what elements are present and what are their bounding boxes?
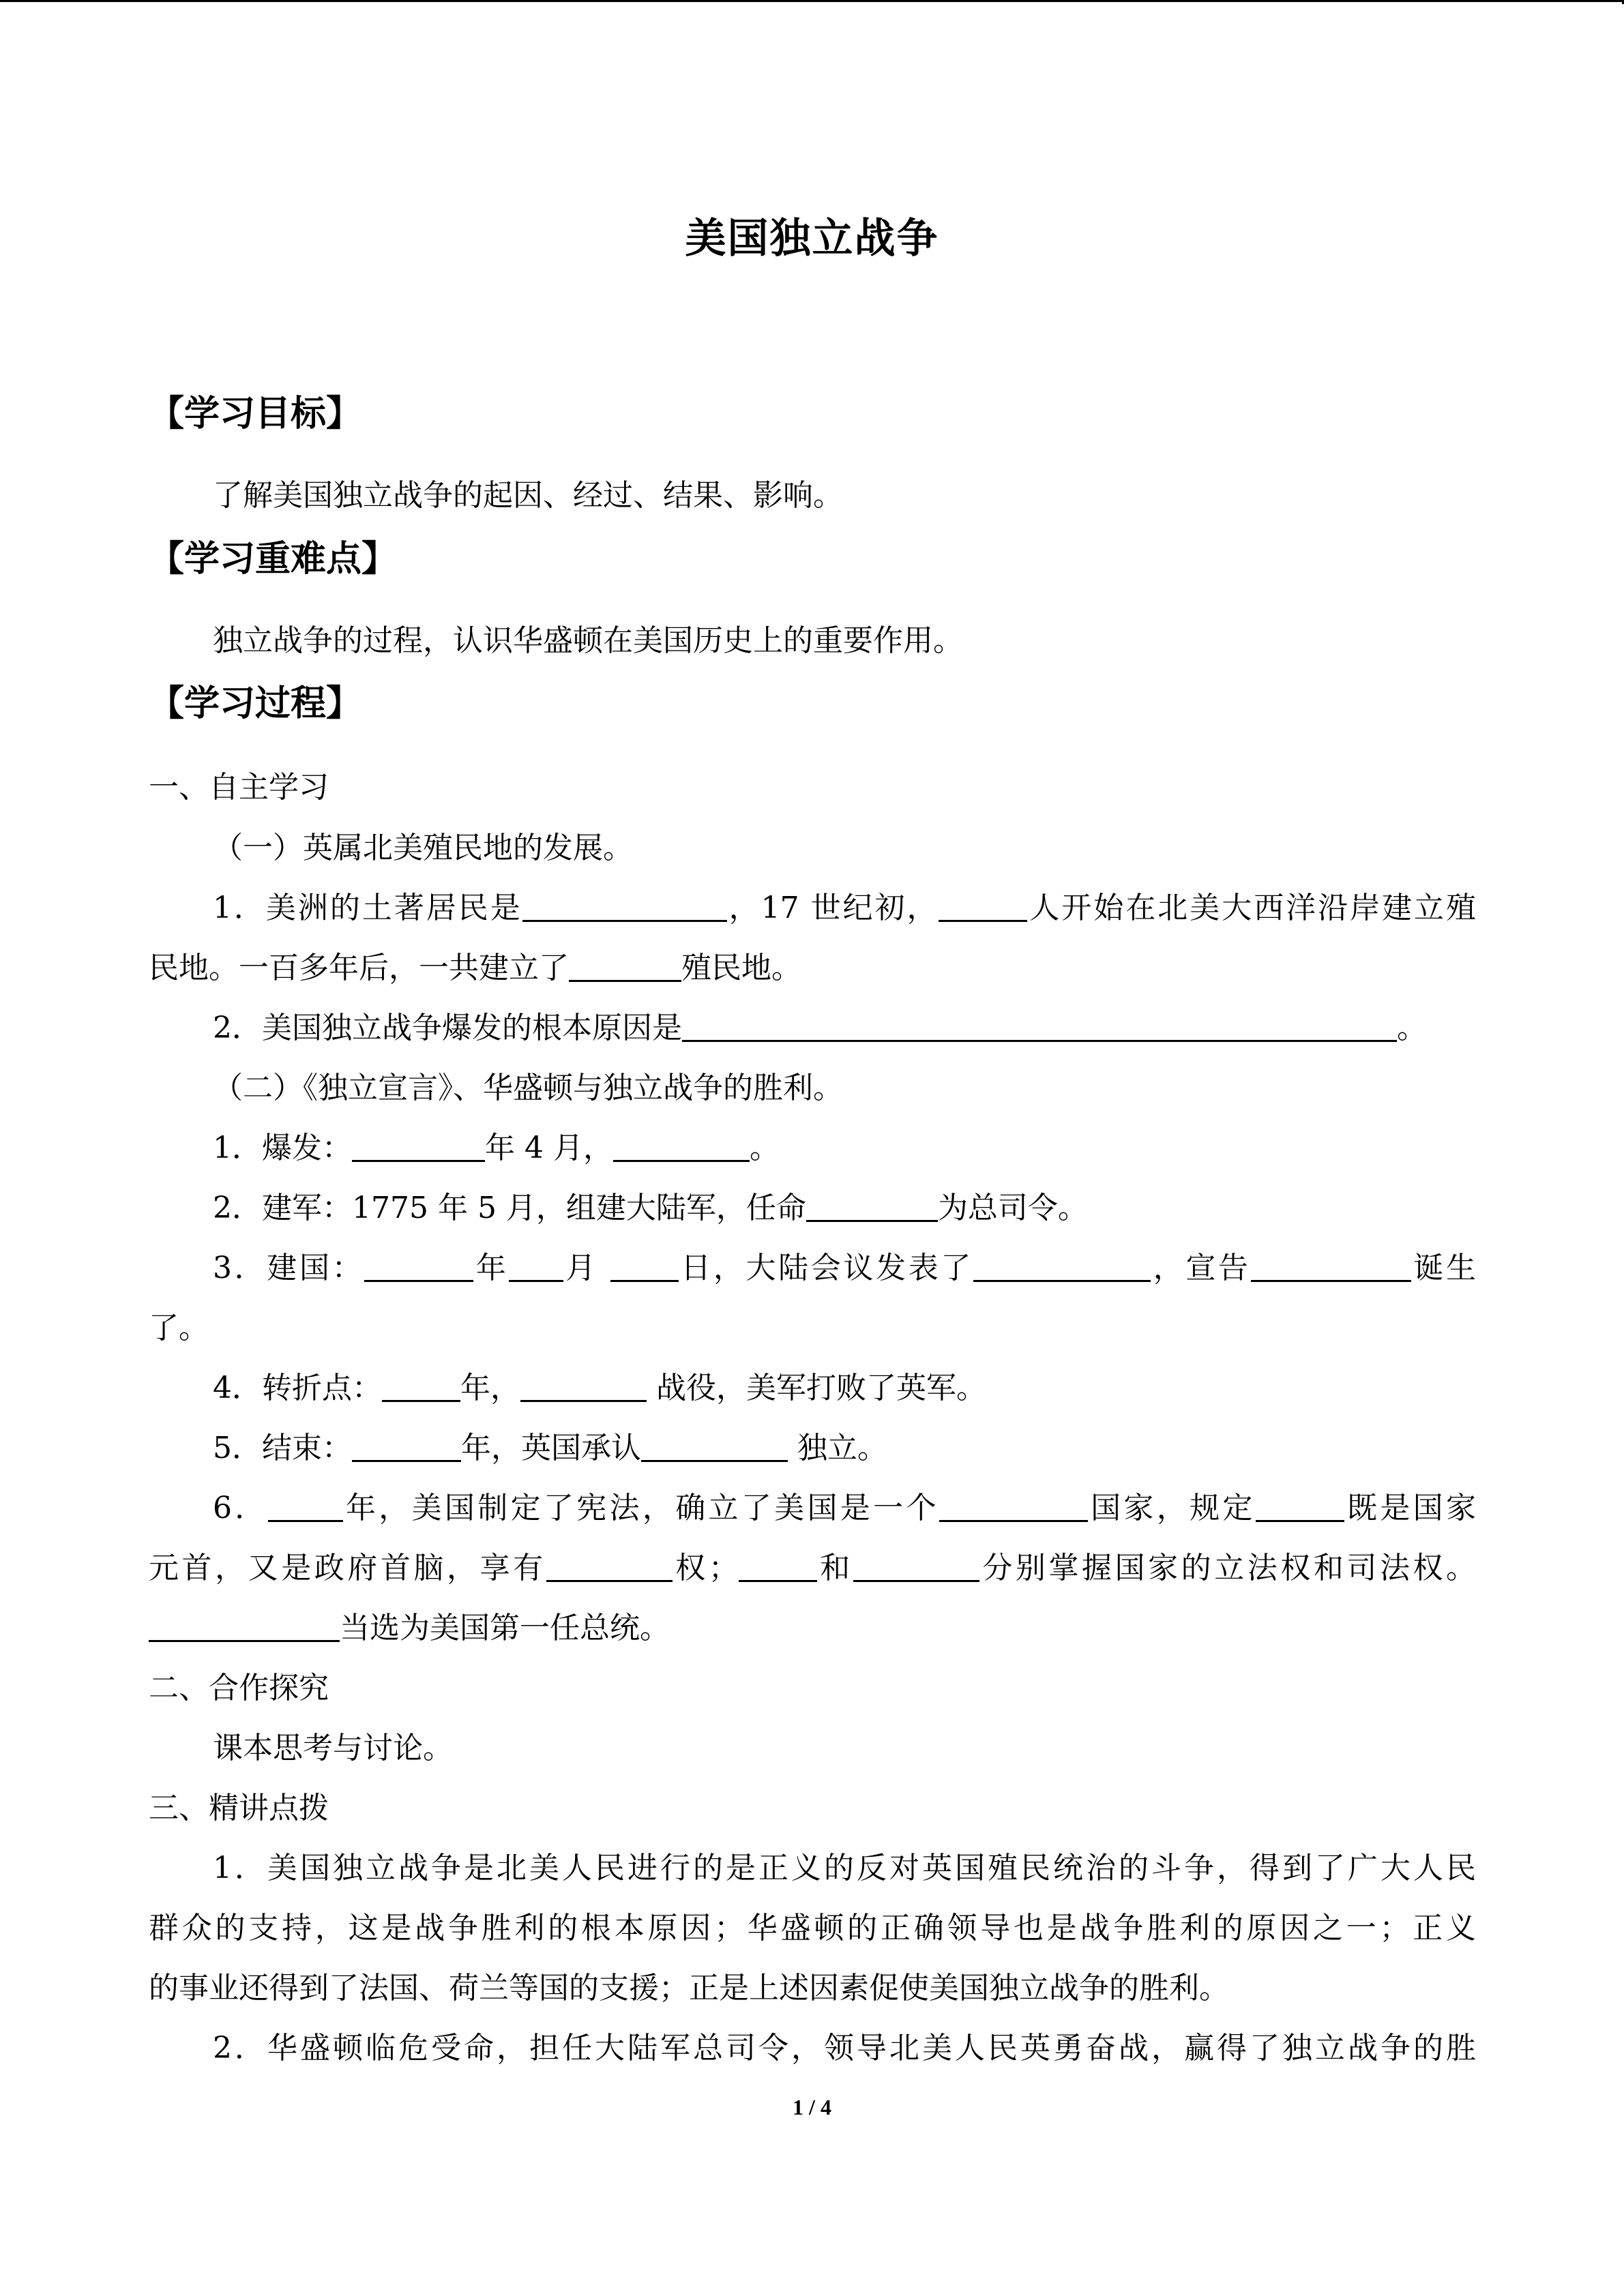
blank-turning-year[interactable] xyxy=(382,1370,460,1402)
section1-title: 一、自主学习 xyxy=(149,770,329,805)
item-constitution-text-f: 权； xyxy=(672,1551,739,1585)
item-outbreak-text-b: 年 4 月， xyxy=(485,1131,613,1165)
section3-p2-line1: 2．华盛顿临危受命，担任大陆军总司令，领导北美人民英勇奋战，赢得了独立战争的胜 xyxy=(213,2031,1476,2066)
blank-state-type[interactable] xyxy=(939,1490,1088,1522)
blank-end-year[interactable] xyxy=(352,1430,461,1462)
item-founding-line2: 了。 xyxy=(149,1311,209,1345)
question-2 xyxy=(213,1008,1427,1049)
blank-colonizers[interactable] xyxy=(939,890,1027,922)
item-end-text-a: 5．结束： xyxy=(213,1431,352,1465)
item-outbreak xyxy=(213,1128,780,1169)
blank-founding-day[interactable] xyxy=(610,1250,679,1282)
heading-key-points: 【学习重难点】 xyxy=(149,539,398,580)
item-constitution-text-b: 年，美国制定了宪法，确立了美国是一个 xyxy=(342,1491,939,1525)
item-end xyxy=(213,1428,887,1469)
blank-power[interactable] xyxy=(546,1550,673,1582)
blank-head-of-state[interactable] xyxy=(1256,1490,1344,1522)
item-constitution-line2 xyxy=(149,1548,1476,1589)
item-founding-text-e: ，宣告 xyxy=(1151,1251,1251,1285)
item-constitution-text-i: 当选为美国第一任总统。 xyxy=(340,1611,670,1645)
blank-root-cause[interactable] xyxy=(682,1010,1397,1042)
item-constitution-text-e: 元首，又是政府首脑，享有 xyxy=(149,1551,546,1585)
blank-legislature[interactable] xyxy=(739,1550,817,1582)
item-constitution-line1 xyxy=(213,1488,1476,1529)
item-army-text-b: 为总司令。 xyxy=(937,1191,1088,1225)
item-turning-text-a: 4．转折点： xyxy=(213,1371,382,1405)
page-number: 1 / 4 xyxy=(793,2095,831,2119)
question-1-text-d: 民地。一百多年后，一共建立了 xyxy=(149,951,569,985)
question-1-text-c: 人开始在北美大西洋沿岸建立殖 xyxy=(1027,891,1477,925)
section3-p1-line3: 的事业还得到了法国、荷兰等国的支援；正是上述因素促使美国独立战争的胜利。 xyxy=(149,1971,1229,2006)
blank-founding-year[interactable] xyxy=(364,1250,473,1282)
page-top-border xyxy=(0,0,1624,2)
question-1-line2 xyxy=(149,948,801,989)
item-constitution-text-a: 6． xyxy=(213,1491,268,1525)
item-end-text-c: 独立。 xyxy=(788,1431,887,1465)
blank-founding-month[interactable] xyxy=(509,1250,563,1282)
blank-outbreak-event[interactable] xyxy=(613,1130,750,1162)
question-1-text-b: ，17 世纪初， xyxy=(726,891,939,925)
section3-title: 三、精讲点拨 xyxy=(149,1791,329,1825)
page-title: 美国独立战争 xyxy=(685,215,939,263)
item-constitution-text-c: 国家，规定 xyxy=(1087,1491,1256,1525)
item-constitution-text-h: 分别掌握国家的立法权和司法权。 xyxy=(979,1551,1477,1585)
item-turning-text-c: 战役，美军打败了英军。 xyxy=(647,1371,986,1405)
item-founding-text-f: 诞生 xyxy=(1411,1251,1477,1285)
heading-process: 【学习过程】 xyxy=(149,683,362,724)
item-founding-line1 xyxy=(213,1248,1476,1289)
question-2-text-a: 2．美国独立战争爆发的根本原因是 xyxy=(213,1011,682,1045)
item-turning-point xyxy=(213,1368,986,1409)
heading-goals: 【学习目标】 xyxy=(149,393,362,434)
key-points-text: 独立战争的过程，认识华盛顿在美国历史上的重要作用。 xyxy=(213,623,963,658)
item-constitution-text-d: 既是国家 xyxy=(1344,1491,1477,1525)
blank-colony-count[interactable] xyxy=(569,950,681,982)
item-army xyxy=(213,1188,1088,1229)
blank-battle[interactable] xyxy=(520,1370,647,1402)
question-1-line1 xyxy=(213,888,1476,929)
blank-first-president[interactable] xyxy=(149,1610,340,1642)
blank-commander[interactable] xyxy=(806,1190,938,1222)
item-constitution-text-g: 和 xyxy=(816,1551,853,1585)
section3-p1-line1: 1．美国独立战争是北美人民进行的是正义的反对英国殖民统治的斗争，得到了广大人民 xyxy=(213,1851,1476,1885)
blank-constitution-year[interactable] xyxy=(268,1490,343,1522)
item-army-text-a: 2．建军：1775 年 5 月，组建大陆军，任命 xyxy=(213,1191,806,1225)
blank-new-nation[interactable] xyxy=(1251,1250,1411,1282)
blank-natives[interactable] xyxy=(522,890,727,922)
item-constitution-line3 xyxy=(149,1608,670,1649)
question-1-text-e: 殖民地。 xyxy=(681,951,801,985)
section2-title: 二、合作探究 xyxy=(149,1671,329,1705)
blank-outbreak-year[interactable] xyxy=(352,1130,485,1162)
question-1-text-a: 1．美洲的土著居民是 xyxy=(213,891,522,925)
blank-recognized[interactable] xyxy=(641,1430,788,1462)
item-outbreak-text-c: 。 xyxy=(749,1131,780,1165)
item-founding-text-a: 3．建国： xyxy=(213,1251,365,1285)
item-end-text-b: 年，英国承认 xyxy=(461,1431,641,1465)
item-founding-text-c: 月 xyxy=(563,1251,598,1285)
section2-text: 课本思考与讨论。 xyxy=(213,1731,453,1765)
question-2-text-b: 。 xyxy=(1397,1011,1427,1045)
blank-judiciary[interactable] xyxy=(853,1550,979,1582)
item-turning-text-b: 年， xyxy=(460,1371,520,1405)
blank-declaration[interactable] xyxy=(973,1250,1151,1282)
section3-p1-line2: 群众的支持，这是战争胜利的根本原因；华盛顿的正确领导也是战争胜利的原因之一；正义 xyxy=(149,1911,1476,1945)
item-founding-text-d: 日，大陆会议发表了 xyxy=(678,1251,974,1285)
section1-sub1: （一）英属北美殖民地的发展。 xyxy=(213,831,633,865)
item-outbreak-text-a: 1．爆发： xyxy=(213,1131,352,1165)
section1-sub2: （二）《独立宣言》、华盛顿与独立战争的胜利。 xyxy=(213,1071,843,1105)
item-founding-text-b: 年 xyxy=(473,1251,509,1285)
goals-text: 了解美国独立战争的起因、经过、结果、影响。 xyxy=(213,478,843,513)
